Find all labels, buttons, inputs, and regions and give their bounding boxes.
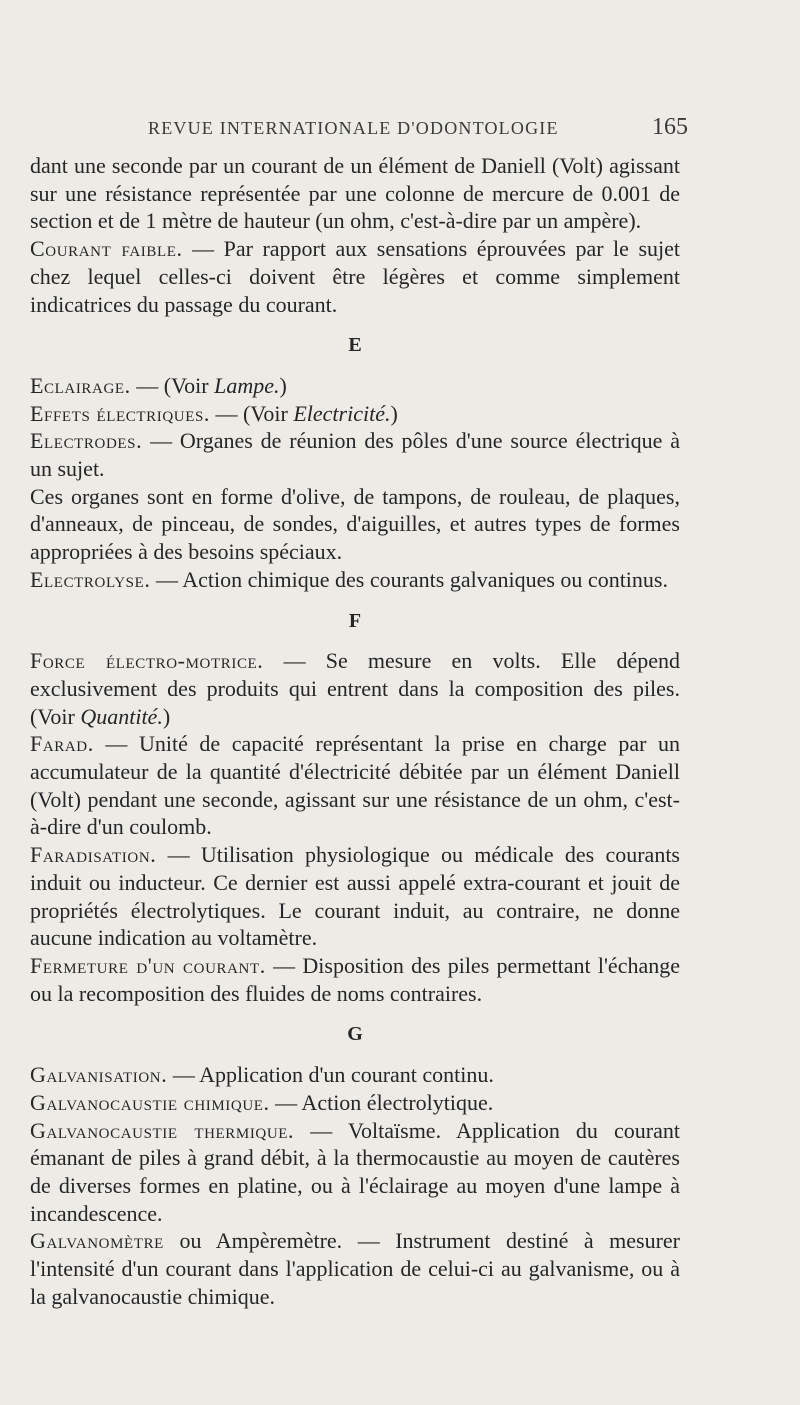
entry-electrolyse (30, 566, 680, 594)
entry-definition: — Disposition des piles permettant l'échange ou la recomposition des fluides de noms contraires. (30, 952, 680, 1006)
entry-term: Effets électriques. (30, 400, 211, 426)
entry-courant-faible (30, 235, 680, 318)
entry-fermeture (30, 952, 680, 1007)
entry-galvanometre (30, 1227, 680, 1310)
entry-reference: Electricité. (293, 400, 391, 426)
entry-term: Eclairage. (30, 372, 131, 398)
paragraph: dant une seconde par un courant de un élément de Daniell (Volt) agissant sur une résistance représentée par une colonne de mercure de 0.001 de section et de 1 mètre de hauteur (un ohm, c'est-à-dire par un ampère). (30, 153, 680, 234)
section-letter-g: G (347, 1023, 363, 1046)
running-title: REVUE INTERNATIONALE D'ODONTOLOGIE (148, 118, 559, 138)
entry-close: ) (279, 372, 287, 398)
entry-definition: — Organes de réunion des pôles d'une source électrique à un sujet. (30, 428, 680, 482)
entry-electrodes (30, 427, 680, 482)
entry-term: Farad. (30, 731, 94, 757)
entry-reference: Quantité. (80, 703, 163, 729)
entry-definition: — Utilisation physiologique ou médicale des courants induit ou inducteur. Ce dernier est aussi appelé extra-courant et jouit de propriétés électrolytiques. Le courant induit, au contraire, ne donne aucune indication au voltamètre. (30, 842, 680, 951)
entry-definition: — Voltaïsme. Application du courant émanant de piles à grand débit, à la thermocaustie au moyen de cautères de diverses formes en platine, ou à l'éclairage au moyen d'une lampe à incandescence. (30, 1117, 680, 1226)
entry-farad (30, 730, 680, 841)
entry-definition: — (Voir (210, 400, 294, 426)
running-header (148, 114, 688, 140)
entry-definition: ou Ampèremètre. — Instrument destiné à mesurer l'intensité d'un courant dans l'application de celui-ci au galvanisme, ou à la galvanocaustie chimique. (30, 1228, 680, 1309)
entry-effets-electriques (30, 400, 680, 428)
entry-definition: — Par rapport aux sensations éprouvées par le sujet chez lequel celles-ci doivent être légères et comme simplement indicatrices du passage du courant. (30, 236, 680, 317)
entry-faradisation (30, 841, 680, 952)
entry-term: Courant faible. (30, 236, 183, 262)
entry-term: Fermeture d'un courant. (30, 952, 266, 978)
entry-term: Faradisation. (30, 842, 157, 868)
entry-close: ) (390, 400, 398, 426)
page-number: 165 (652, 114, 688, 140)
section-letter-e: E (348, 334, 362, 357)
entry-term: Electrodes. (30, 428, 143, 454)
entry-galvanocaustie-chimique (30, 1089, 680, 1117)
entry-term: Galvanocaustie chimique. (30, 1089, 270, 1115)
entry-term: Force électro-motrice. (30, 648, 264, 674)
entry-galvanisation (30, 1061, 680, 1089)
paragraph: Ces organes sont en forme d'olive, de tampons, de rouleau, de plaques, d'anneaux, de pinceau, de sondes, d'aiguilles, et autres types de formes appropriées à des besoins spéciaux. (30, 483, 680, 565)
entry-close: ) (162, 703, 171, 729)
entry-definition: — Application d'un courant continu. (167, 1062, 494, 1088)
body-text (30, 152, 680, 1310)
entry-definition: — Action électrolytique. (269, 1089, 494, 1115)
entry-definition: — (Voir (130, 372, 215, 398)
entry-term: Galvanomètre (30, 1228, 164, 1254)
entry-term: Electrolyse. (30, 566, 151, 592)
entry-force-electro-motrice (30, 647, 680, 730)
entry-definition: — Se mesure en volts. Elle dépend exclusivement des produits qui entrent dans la composition des piles. (Voir (30, 648, 680, 729)
entry-term: Galvanocaustie thermique. (30, 1117, 295, 1143)
entry-eclairage (30, 372, 680, 400)
section-letter-f: F (348, 609, 362, 632)
entry-definition: — Unité de capacité représentant la prise en charge par un accumulateur de la quantité d'électricité débitée par un élément Daniell (Volt) pendant une seconde, agissant sur une résistance de un ohm, c'est-à-dire d'un coulomb. (30, 731, 680, 840)
entry-definition: — Action chimique des courants galvaniques ou continus. (150, 566, 668, 592)
entry-reference: Lampe. (214, 372, 280, 398)
entry-term: Galvanisation. (30, 1062, 168, 1088)
entry-galvanocaustie-thermique (30, 1117, 680, 1228)
